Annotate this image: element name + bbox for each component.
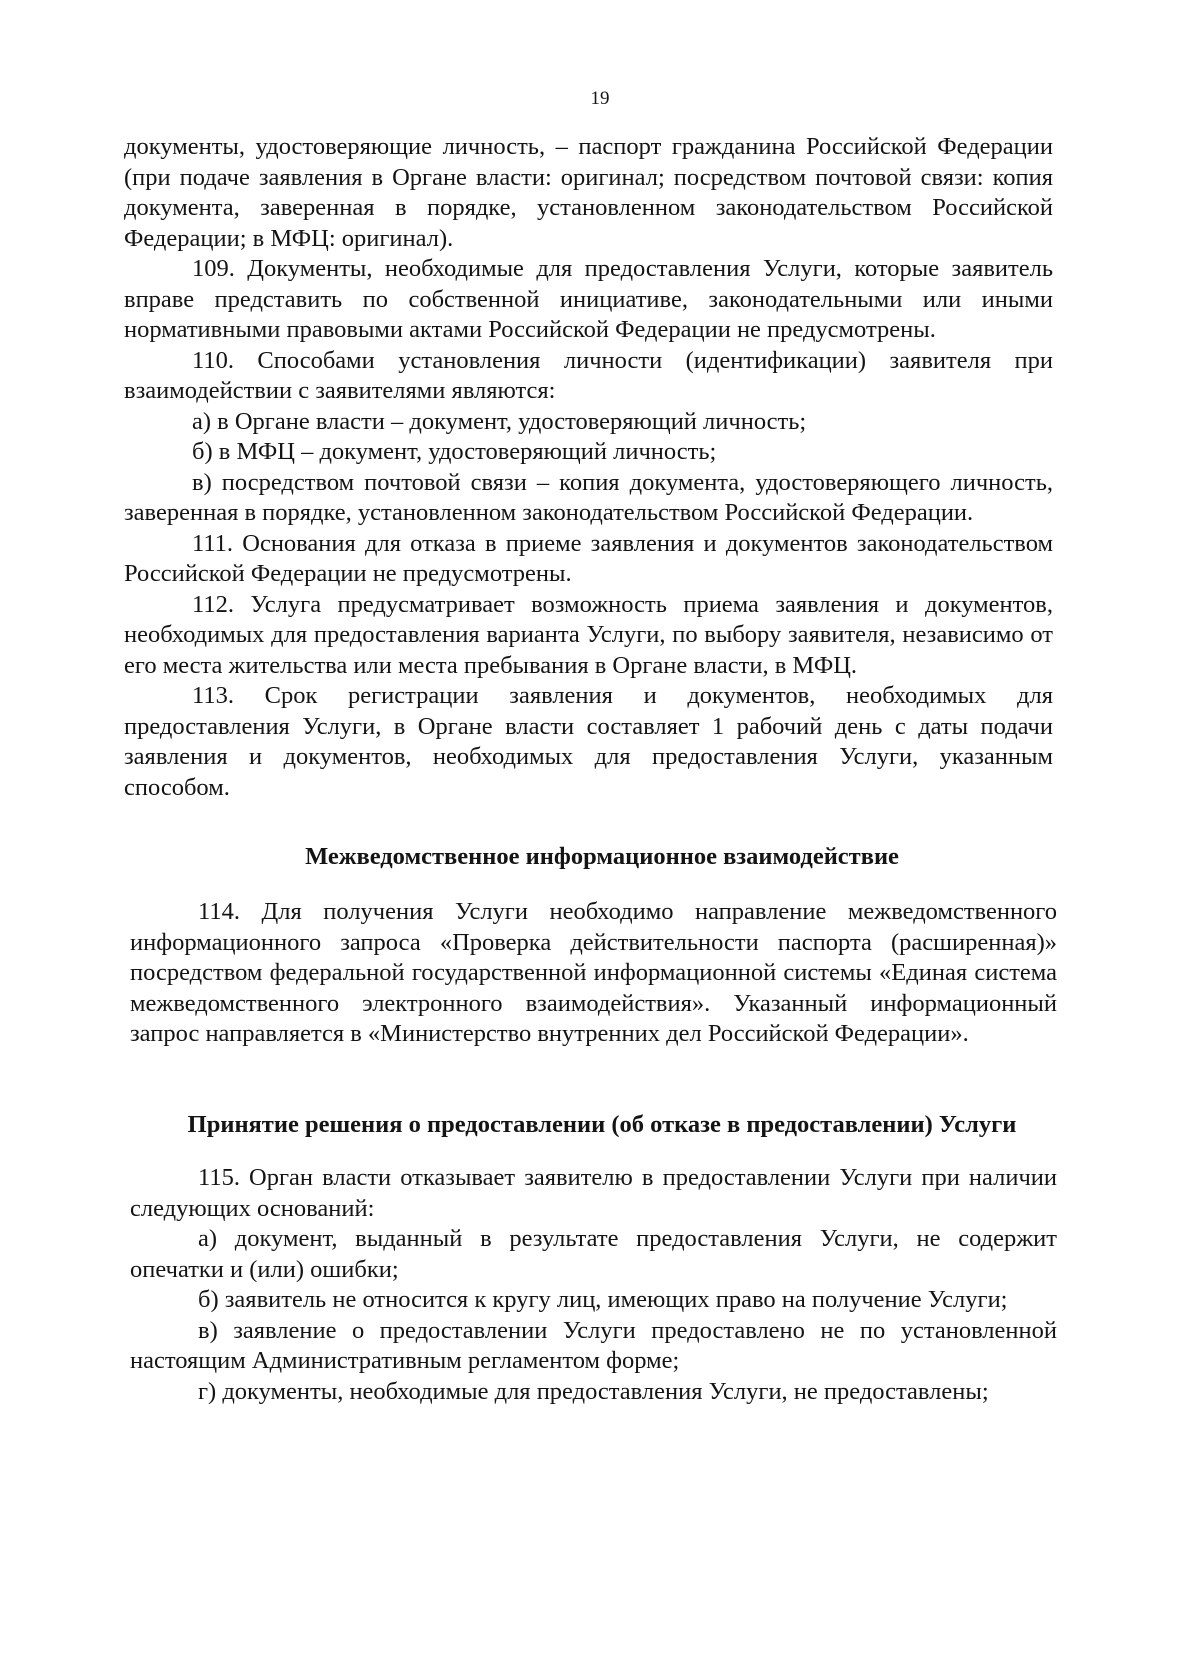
section-decision — [130, 1163, 1057, 1407]
paragraph-111: 111. Основания для отказа в приеме заявления и документов законодательством Российской Федерации не предусмотрены. — [124, 529, 1053, 587]
paragraph-identity-documents: документы, удостоверяющие личность, – паспорт гражданина Российской Федерации (при подаче заявления в Органе власти: оригинал; посредством почтовой связи: копия документа, заверенная в порядке, установленном законодательством Российской Федерации; в МФЦ: оригинал). — [124, 133, 1053, 252]
heading-decision: Принятие решения о предоставлении (об отказе в предоставлении) Услуги — [187, 1111, 1017, 1138]
paragraph-109: 109. Документы, необходимые для предоставления Услуги, которые заявитель вправе представить по собственной инициативе, законодательными или иными нормативными правовыми актами Российской Федерации не предусмотрены. — [124, 255, 1053, 343]
section-identity-and-registration — [124, 132, 1053, 803]
paragraph-110-a: а) в Органе власти – документ, удостоверяющий личность; — [192, 407, 807, 435]
paragraph-114: 114. Для получения Услуги необходимо направление межведомственного информационного запроса «Проверка действительности паспорта (расширенная)» посредством федеральной государственной информационной системы «Единая система межведомственного электронного взаимодействия». Указанный информационный запрос направляется в «Министерство внутренних дел Российской Федерации». — [130, 898, 1057, 1047]
paragraph-110-v: в) посредством почтовой связи – копия документа, удостоверяющего личность, заверенная в порядке, установленном законодательством Российской Федерации. — [124, 468, 1053, 526]
paragraph-115-v: в) заявление о предоставлении Услуги предоставлено не по установленной настоящим Административным регламентом форме; — [130, 1316, 1057, 1374]
paragraph-115-a: а) документ, выданный в результате предоставления Услуги, не содержит опечатки и (или) ошибки; — [130, 1225, 1057, 1283]
paragraph-113: 113. Срок регистрации заявления и документов, необходимых для предоставления Услуги, в Органе власти составляет 1 рабочий день с даты подачи заявления и документов, необходимых для предоставления Услуги, указанным способом. — [124, 682, 1053, 801]
paragraph-110-b: б) в МФЦ – документ, удостоверяющий личность; — [192, 438, 717, 465]
section-interagency-interaction — [130, 897, 1057, 1050]
heading-interagency-interaction: Межведомственное информационное взаимодействие — [305, 843, 899, 870]
paragraph-112: 112. Услуга предусматривает возможность приема заявления и документов, необходимых для предоставления варианта Услуги, по выбору заявителя, независимо от его места жительства или места пребывания в Органе власти, в МФЦ. — [124, 590, 1053, 679]
paragraph-110: 110. Способами установления личности (идентификации) заявителя при взаимодействии с заявителями являются: — [124, 346, 1053, 404]
page-number: 19 — [590, 88, 610, 109]
paragraph-115-g: г) документы, необходимые для предоставления Услуги, не предоставлены; — [198, 1377, 989, 1405]
paragraph-115-b: б) заявитель не относится к кругу лиц, имеющих право на получение Услуги; — [198, 1286, 1008, 1313]
paragraph-115: 115. Орган власти отказывает заявителю в предоставлении Услуги при наличии следующих оснований: — [130, 1164, 1057, 1222]
